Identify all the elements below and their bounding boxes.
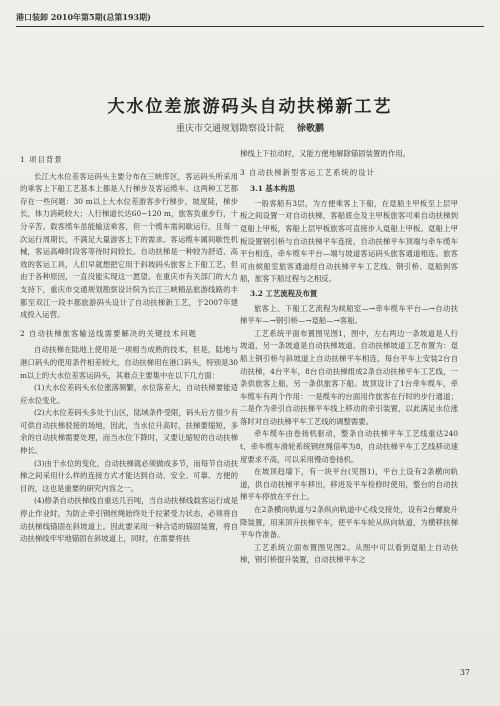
section-heading: 2 自动扶梯旅客输送线需要解决的关键技术问题 bbox=[20, 328, 197, 338]
author-name: 徐敬鹏 bbox=[296, 124, 324, 134]
list-item: (2)大水位差码头多处于山区，陆域条件受限，码头后方很少有可供自动扶梯驳接的场地，因此，当水位升高时，扶梯要缩短，多余的自动扶梯需要处理，而当水位下降时，又要让缩短的自动扶梯伸长。 bbox=[20, 408, 238, 456]
author-line bbox=[0, 121, 500, 134]
paragraph: 梯线上下拉动时，又能方便地解除锚固装置的作用。 bbox=[240, 149, 410, 158]
paragraph: 自动扶梯在陆地上使用是一项相当成熟的技术，但是，陆地与港口码头的使用条件相差较大，自动扶梯用在港口码头，特别是30 m以上的大水位差客运码头，其难点主要集中在以下几方面： bbox=[20, 345, 238, 380]
article-title: 大水位差旅游码头自动扶梯新工艺 bbox=[107, 97, 393, 117]
paragraph: 一般客船有3层，为方便乘客上下船，在趸船主甲板至上层甲板之间设置一对自动扶梯，客船底仓及主甲板旅客可乘自动扶梯到趸船上甲板，客船上层甲板旅客可直接步入趸船上甲板。趸船上甲板设置钢引桥与自动扶梯平车连接，自动扶梯平车顶端与牵车缆车平台相连，牵车缆车平台—端与坡道客运码头旅客通道相连。旅客可由候船室旅客通道经自动扶梯平车工艺线、钢引桥、趸船到客船，旅客下船过程与之相反。 bbox=[240, 198, 458, 284]
paragraph: 牵车缆车由卷扬机驱动，整条自动扶梯平车工艺线重达240 t，牵车缆车滑轮系统钢丝绳倍率为8，自动扶梯平车工艺线移动速度要求不高，可以采用慢动卷扬机。 bbox=[240, 429, 458, 464]
subsection-heading: 3.1 基本构思 bbox=[250, 184, 295, 194]
list-item: (3)由于水位的变化，自动扶梯就必须做成多节，而每节自动扶梯之间采用什么样的连接方式才能达到自动、安全、可靠、方便的目的，这也是重要的研究内容之一。 bbox=[20, 458, 238, 493]
paragraph: 工艺系统平面布置图见图1，图中，左右两边一条坡道是人行坡道，另一条坡道是自动扶梯坡道。自动扶梯坡道工艺布置为：趸船上钢引桥与斜坡道上自动扶梯平车相连，每台平车上安装2台自动扶梯，4台平车，8台自动扶梯组成2条自动扶梯平车工艺线，一条供旅客上船，另一条供旅客下船。坡顶设计了1台牵车缆车，牵车缆车有两个作用：一是缆车的台面用作旅客在行时的步行通道；二是作为牵引自动扶梯平车线上移动的牵引装置，以此满足水位涨落时对自动扶梯平车工艺线的调整需要。 bbox=[240, 328, 458, 426]
paragraph: 在坡顶趋墙下，有一块平台(见图1)，平台上设有2条横向轨道，供自动扶梯平车移出，移进及平车检修时使用，整台的自动扶梯平车停放在平台上。 bbox=[240, 467, 458, 502]
right-column bbox=[240, 148, 458, 567]
left-column bbox=[20, 148, 238, 546]
paragraph: 长江大水位差客运码头主要分布在三峡库区，客运码头所采用的乘客上下船工艺基本上都是人行梯步及客运缆车。这两种工艺都存在一些问题：30 m以上大水位差游客步行梯步，坡度陡，梯步长，体力消耗较大；人行梯道长达60~120 m，旅客负重步行，十分辛苦。载客缆车虽能输送乘客，但一个缆车需间歇运行，且每一次运行周期长，不满足大量游客上下的需求。客运缆车属间歇性机械，客运高峰时段客等待时间较长。自动扶梯是一种较为舒适、高效的客运工具，人们早就想把它用于斜坡码头旅客上下船工艺，但由于各种原因，一直没能实现这一愿望。在重庆市有关部门的大力支持下，重庆市交通规划勘察设计院为长江三峡精品旅游线路的丰都至双江一段丰都旅游码头设计了自动扶梯新工艺，于2007年建成投入运营。 bbox=[20, 171, 238, 320]
subsection-heading: 3.2 工艺流程及布置 bbox=[250, 288, 318, 298]
author-affiliation: 重庆市交通规划勘察设计院 bbox=[176, 124, 285, 134]
list-item: (1)大水位差码头水位涨落频繁，水位落差大，自动扶梯要能适应水位变化。 bbox=[20, 383, 238, 405]
paragraph: 工艺系统立面布置图见图2。从图中可以看到趸船上自动扶梯，钢引桥提升装置，自动扶梯平车之 bbox=[240, 542, 458, 565]
paragraph: 在2条横向轨道与2条纵向轨道中心线交接处，设有2台螺旋升降装置，用来顶升扶梯平车，使平车车轮从纵向轨道，为横移扶梯平车作准备。 bbox=[240, 505, 458, 540]
list-item: (4)修条自动扶梯线自重达几百吨，当自动扶梯线载客运行或是停止作业时，为防止牵引钢丝绳始终处于拉紧受力状态，必须将自动扶梯线锚固在斜坡道上。因此要采用一种合适的锚固装置，将自动扶梯线牢牢地锚固在斜坡道上，同时，在需要将扶 bbox=[20, 496, 238, 544]
paragraph: 旅客上、下船工艺流程为候船室—→牵车缆车平台—→自动扶梯平车—→钢引桥—→趸船—→客船。 bbox=[240, 303, 458, 326]
page-number: 37 bbox=[459, 668, 470, 677]
section-heading: 1 项目背景 bbox=[20, 155, 63, 164]
journal-header: 港口装卸 2010年第5期(总第193期) bbox=[16, 12, 484, 27]
section-heading: 3 自动扶梯新型客运工艺系统的设计 bbox=[240, 167, 375, 177]
